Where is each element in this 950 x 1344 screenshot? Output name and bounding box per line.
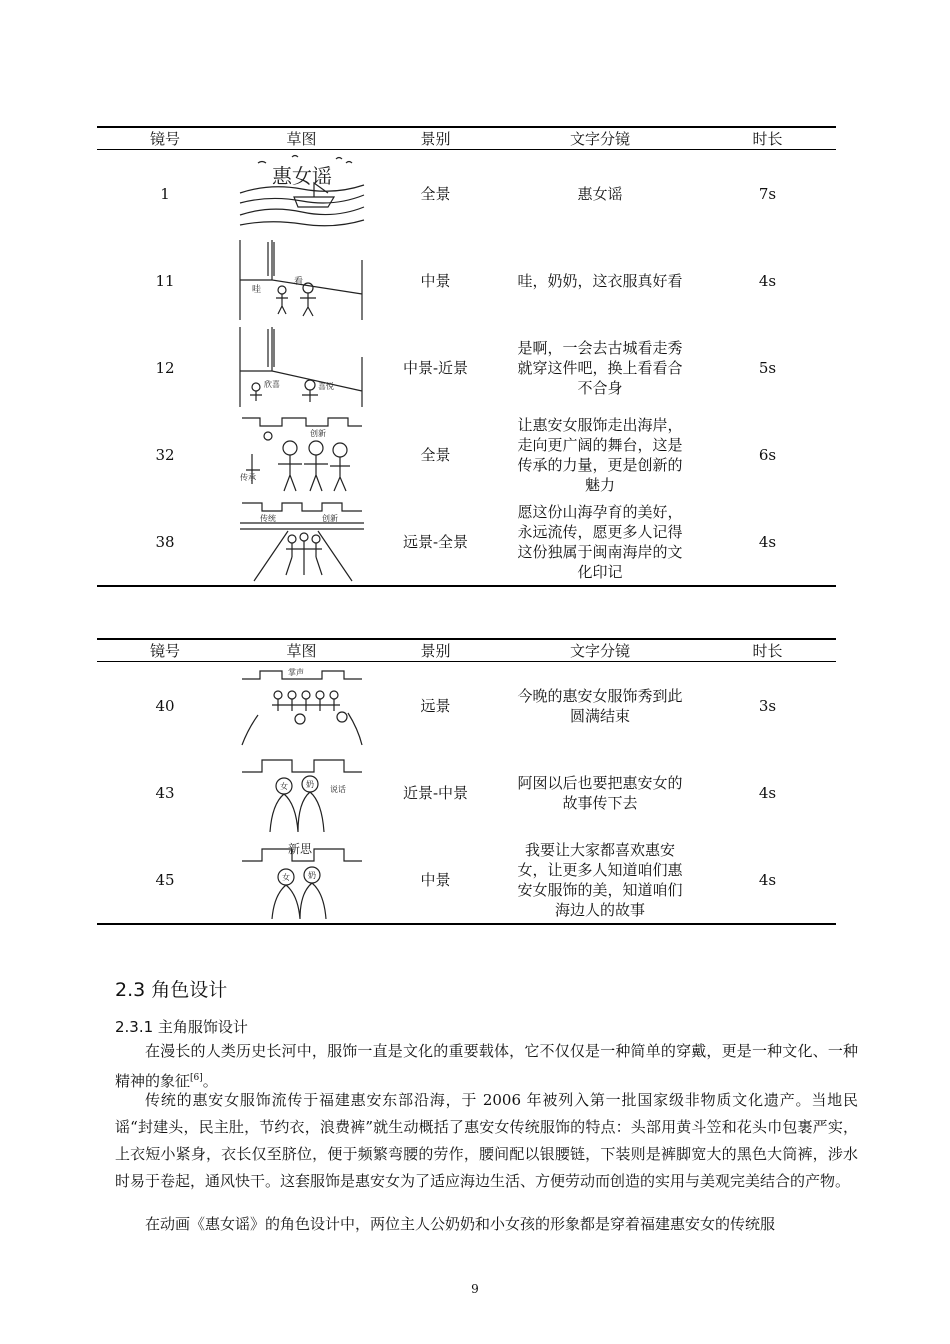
- table-header-row: [97, 127, 836, 150]
- sketch-cell: [233, 237, 370, 324]
- storyboard-sketch-runway: [238, 501, 366, 583]
- header-sketch: 草图: [233, 127, 370, 150]
- sketch-label: 创新: [309, 428, 326, 438]
- table-row: [97, 411, 836, 498]
- header-text-storyboard: 文字分镜: [501, 639, 699, 662]
- sketch-label: 掌声: [287, 667, 304, 677]
- paragraph: 传统的惠安女服饰流传于福建惠安东部沿海，于 2006 年被列入第一批国家级非物质文化遗产。当地民谣“封建头，民主肚，节约衣，浪费裤”就生动概括了惠安女传统服饰的特点：头部用黄斗笠和花头巾包裹严实，上衣短小紧身，衣长仅至脐位，便于频繁弯腰的劳作，腰间配以银腰链，下装则是裤脚宽大的黑色大筒裤，涉水时易于卷起，通风快干。这套服饰是惠安女为了适应海边生活、方便劳动而创造的实用与美观完美结合的产物。: [115, 1091, 858, 1190]
- sketch-label: 女: [279, 781, 288, 791]
- sketch-cell: [233, 662, 370, 750]
- duration: 4s: [758, 783, 777, 802]
- header-shot-number: 镜号: [97, 127, 233, 150]
- table-row: [97, 150, 836, 238]
- storyboard-table-1: [97, 126, 836, 587]
- sketch-label: 说话: [329, 784, 346, 794]
- table-row: [97, 324, 836, 411]
- storyboard-sketch-room-two-figures: [238, 240, 366, 322]
- sketch-label: 传统: [259, 513, 276, 523]
- sketch-label: 奶: [307, 870, 316, 880]
- table-row: [97, 749, 836, 836]
- shot-number: 11: [155, 271, 175, 290]
- sketch-label: 女: [281, 872, 290, 882]
- paragraph: 在漫长的人类历史长河中，服饰一直是文化的重要载体，它不仅仅是一种简单的穿戴，更是一种文化、一种精神的象征[6]。: [115, 1042, 858, 1090]
- table-row: [97, 836, 836, 924]
- text-storyboard: 今晚的惠安女服饰秀到此圆满结束: [517, 686, 683, 725]
- storyboard-sketch-two-seated: [238, 752, 366, 834]
- sketch-label: 新思: [287, 841, 312, 856]
- subsection-heading: 2.3.1 主角服饰设计: [115, 1018, 248, 1036]
- duration: 7s: [758, 184, 777, 203]
- text-storyboard: 愿这份山海孕育的美好，永远流传，愿更多人记得这份独属于闽南海岸的文化印记: [501, 498, 699, 586]
- table-row: [97, 237, 836, 324]
- sketch-label: 看: [293, 276, 303, 287]
- sketch-label: 喜悦: [317, 381, 334, 391]
- duration: 4s: [699, 836, 836, 924]
- text-storyboard: 阿囡以后也要把惠安女的故事传下去: [517, 773, 683, 812]
- duration: 4s: [758, 271, 777, 290]
- paragraph: 在动画《惠女谣》的角色设计中，两位主人公奶奶和小女孩的形象都是穿着福建惠安女的传统服: [145, 1215, 776, 1233]
- sketch-label: 奶: [305, 779, 314, 789]
- storyboard-sketch-title-boat: [238, 153, 366, 235]
- sketch-cell: [233, 498, 370, 586]
- text-storyboard: 哇，奶奶，这衣服真好看: [517, 271, 683, 290]
- duration: 4s: [699, 498, 836, 586]
- shot-size: 远景-全景: [370, 498, 501, 586]
- header-shot-size: 景别: [370, 639, 501, 662]
- sketch-cell-number: 43: [155, 783, 175, 802]
- page-number: 9: [471, 1282, 479, 1296]
- header-shot-size: 景别: [370, 127, 501, 150]
- sketch-cell: [233, 324, 370, 411]
- header-duration: 时长: [699, 127, 836, 150]
- sketch-label: 传承: [239, 472, 256, 482]
- header-shot-number: 镜号: [97, 639, 233, 662]
- shot-size: 近景-中景: [402, 783, 469, 802]
- citation: [6]: [190, 1073, 203, 1083]
- section-heading: 2.3 角色设计: [115, 979, 228, 1001]
- shot-number: 40: [155, 696, 175, 715]
- sketch-label: 哇: [251, 284, 261, 295]
- sketch-label: 创新: [321, 513, 338, 523]
- shot-number: 45: [97, 836, 233, 924]
- duration: 6s: [758, 445, 777, 464]
- header-duration: 时长: [699, 639, 836, 662]
- shot-number: 32: [155, 445, 175, 464]
- sketch-label: 欣喜: [263, 379, 280, 389]
- sketch-title-text: 惠女谣: [271, 163, 332, 188]
- text-storyboard: 我要让大家都喜欢惠安女，让更多人知道咱们惠安女服饰的美，知道咱们海边人的故事: [501, 836, 699, 924]
- text-storyboard: 惠女谣: [577, 184, 623, 203]
- sketch-cell: [233, 411, 370, 498]
- shot-size: 中景-近景: [402, 358, 469, 377]
- shot-size: 远景: [420, 696, 451, 715]
- storyboard-sketch-finale: [238, 665, 366, 747]
- sketch-cell: [233, 150, 370, 238]
- shot-number: 1: [160, 184, 170, 203]
- storyboard-sketch-stage-crowd: [238, 414, 366, 496]
- duration: 3s: [758, 696, 777, 715]
- table-row: [97, 662, 836, 750]
- storyboard-sketch-room-two-figures-2: [238, 327, 366, 409]
- duration: 5s: [758, 358, 777, 377]
- table-header-row: [97, 639, 836, 662]
- table-row: [97, 498, 836, 586]
- shot-number: 38: [97, 498, 233, 586]
- text-storyboard: 是啊，一会去古城看走秀就穿这件吧，换上看看合不合身: [517, 338, 683, 397]
- shot-size: 全景: [420, 445, 451, 464]
- storyboard-table-2: [97, 638, 836, 925]
- text-storyboard: 让惠安女服饰走出海岸，走向更广阔的舞台，这是传承的力量，更是创新的魅力: [517, 415, 683, 494]
- shot-size: 中景: [420, 271, 451, 290]
- shot-number: 12: [155, 358, 175, 377]
- sketch-cell: [233, 749, 370, 836]
- shot-size: 全景: [420, 184, 451, 203]
- header-sketch: 草图: [233, 639, 370, 662]
- sketch-cell: [233, 836, 370, 924]
- shot-size: 中景: [370, 836, 501, 924]
- header-text-storyboard: 文字分镜: [501, 127, 699, 150]
- storyboard-sketch-two-seated-2: [238, 839, 366, 921]
